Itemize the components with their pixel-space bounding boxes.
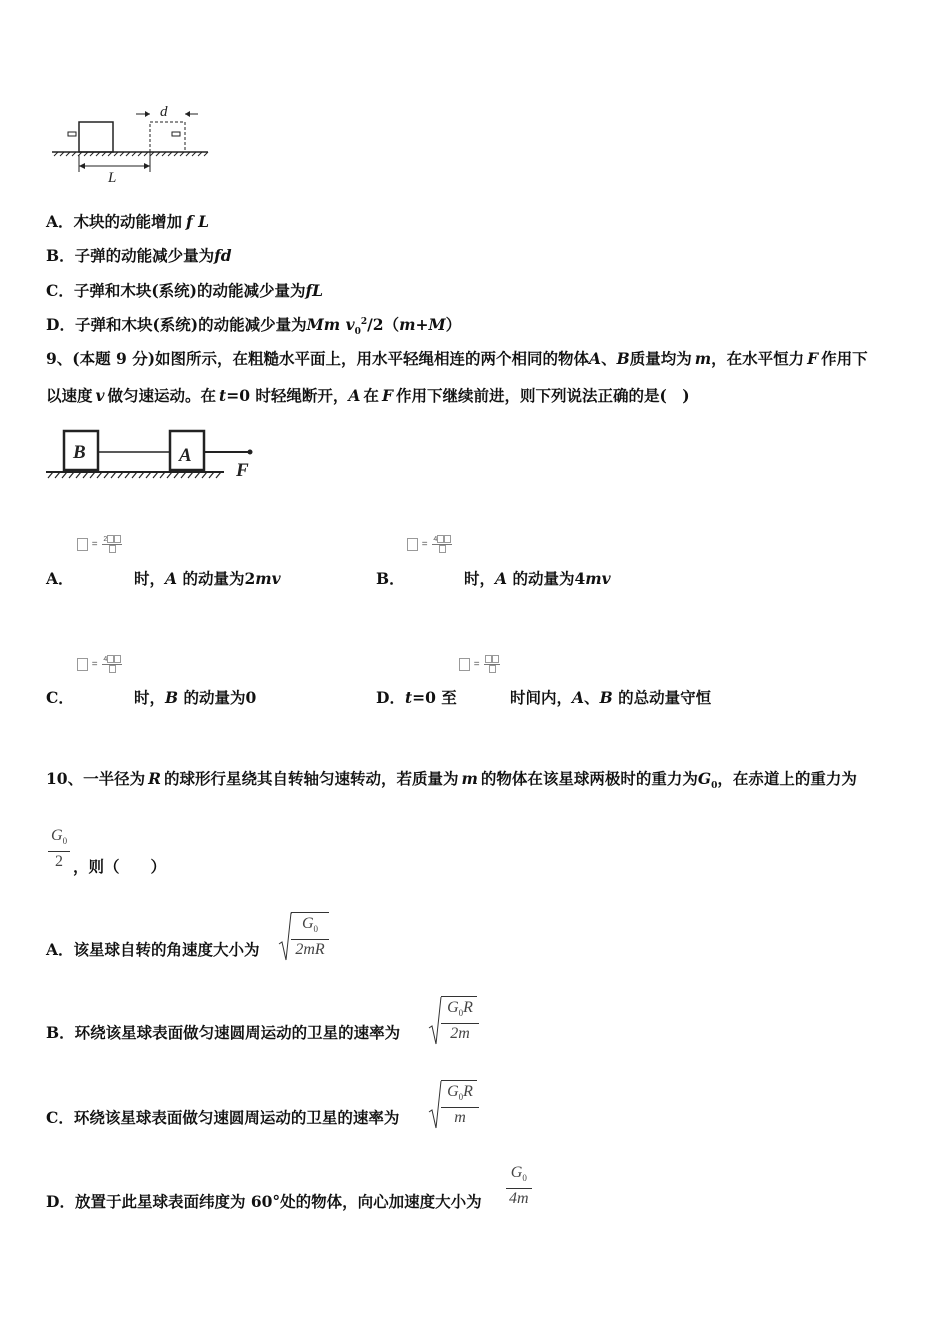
option-letter: D． [46, 1192, 75, 1211]
frac-g0-over-4m: $\frac{G_0}{4m}$ [506, 1163, 532, 1209]
q9-option-a[interactable]: A． 时，A 的动量为2mv [46, 569, 281, 588]
q8-option-c[interactable] [46, 279, 323, 301]
formula-image-b: = 4 [406, 535, 452, 554]
option-letter: C． [46, 1108, 74, 1127]
q10-stem-line1: 10、一半径为 R 的球形行星绕其自转轴匀速转动，若质量为 m 的物体在该星球两极时的重力为$G_0$，在赤道上的重力为 [46, 769, 857, 792]
q10-option-a[interactable] [46, 938, 260, 960]
option-math: Mm v [306, 315, 355, 334]
option-letter: B． [46, 1023, 75, 1042]
option-text: 环绕该星球表面做匀速圆周运动的卫星的速率为 [73, 1108, 400, 1127]
q10-option-d[interactable] [46, 1190, 482, 1212]
option-letter: A． [46, 940, 74, 959]
subscript: 0 [354, 327, 361, 338]
option-letter: D． [376, 688, 405, 707]
formula-image-d: = [458, 655, 500, 674]
label-d: d [160, 104, 168, 120]
option-text: 子弹和木块(系统)的动能减少量为 [74, 315, 307, 334]
option-text: /2（ [367, 315, 400, 334]
option-text: 环绕该星球表面做匀速圆周运动的卫星的速率为 [74, 1023, 401, 1042]
q8-option-b[interactable] [46, 244, 232, 266]
blocks-rope-figure [44, 418, 259, 486]
label-block-a: A [179, 445, 192, 466]
q10-stem-line2: ，则（ ） [73, 857, 167, 876]
label-block-b: B [73, 442, 86, 463]
option-text: 该星球自转的角速度大小为 [73, 940, 260, 959]
bullet-block-figure [50, 100, 215, 190]
option-text: 子弹和木块(系统)的动能减少量为 [73, 281, 306, 300]
q8-option-d[interactable] [46, 313, 461, 337]
formula-image-a: = 2 [76, 535, 122, 554]
q8-option-a[interactable] [46, 210, 209, 232]
q9-option-c[interactable]: C． 时，B 的动量为0 [46, 688, 257, 707]
option-math: fd [214, 246, 232, 265]
option-letter: D． [46, 315, 75, 334]
option-letter: B． [46, 246, 75, 265]
option-letter: C． [46, 281, 74, 300]
option-letter: A． [46, 569, 74, 588]
q10-option-b[interactable] [46, 1021, 400, 1043]
option-math: fL [305, 281, 324, 300]
q9-option-b[interactable]: B． 时，A 的动量为4mv [376, 569, 611, 588]
option-text: 木块的动能增加 [73, 212, 183, 231]
label-L: L [108, 170, 117, 186]
option-math: f L [186, 212, 210, 231]
option-letter: C． [46, 688, 74, 707]
q9-stem-line2: 以速度 v 做匀速运动。在 t=0 时轻绳断开，A 在 F 作用下继续前进，则下列说法正确的是( ) [46, 386, 690, 405]
option-text: ） [445, 315, 462, 334]
q9-option-d[interactable]: D．t=0 至 时间内，A、B 的总动量守恒 [376, 688, 712, 707]
option-text: 放置于此星球表面纬度为 60°处的物体，向心加速度大小为 [74, 1192, 482, 1211]
label-force-f: F [236, 460, 249, 481]
q10-option-c[interactable] [46, 1106, 399, 1128]
q10-frac-g0-over-2: $\frac{G_0}{2}$ [48, 826, 70, 872]
superscript: 2 [360, 316, 368, 327]
formula-image-c: = 4 [76, 655, 122, 674]
option-letter: B． [376, 569, 405, 588]
q9-stem-line1: 9、(本题 9 分)如图所示，在粗糙水平面上，用水平轻绳相连的两个相同的物体A、B质量均为 m，在水平恒力 F 作用下 [46, 349, 868, 368]
option-text: 子弹的动能减少量为 [74, 246, 215, 265]
option-letter: A． [46, 212, 74, 231]
option-math: m+M [399, 315, 446, 334]
